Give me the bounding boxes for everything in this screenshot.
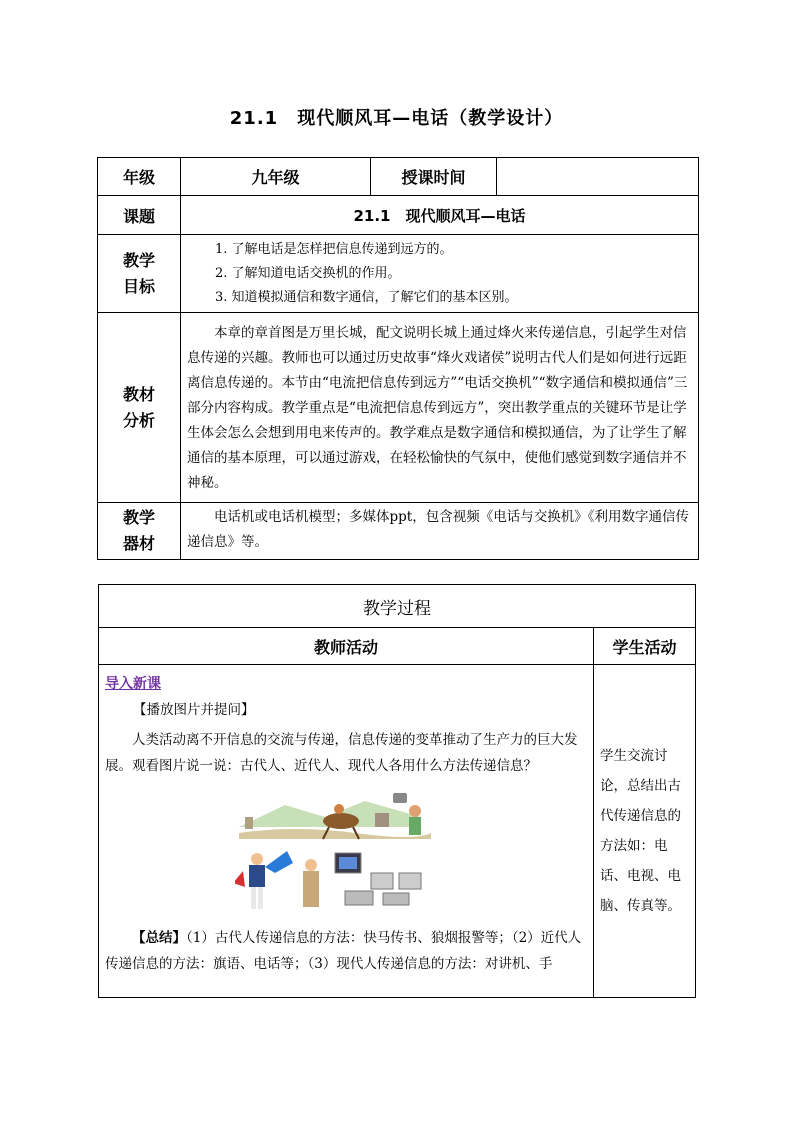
question-text: 人类活动离不开信息的交流与传递，信息传递的变革推动了生产力的巨大发展。观看图片说一说：古代人、近代人、现代人各用什么方法传递信息？ bbox=[105, 732, 578, 774]
time-value bbox=[497, 158, 699, 196]
goal-item: 1. 了解电话是怎样把信息传递到远方的。 bbox=[215, 241, 453, 257]
kneeling-man bbox=[375, 813, 389, 827]
analysis-label-cell bbox=[98, 313, 181, 503]
sailor-head bbox=[251, 853, 263, 865]
grade-value: 九年级 bbox=[181, 158, 371, 196]
intro-heading: 导入新课 bbox=[105, 676, 161, 692]
phone-man-head bbox=[305, 859, 317, 871]
signal-flag-red bbox=[235, 871, 245, 887]
process-header: 教学过程 bbox=[99, 585, 696, 628]
analysis-text: 本章的章首图是万里长城，配文说明长城上通过烽火来传递信息，引起学生对信息传递的兴趣。教师也可以通过历史故事“烽火戏诸侯”说明古代人们是如何进行远距离信息传递的。本节由“电流把信息传到远方”“电话交换机”“数字通信和模拟通信”三部分内容构成。教学重点是“电流把信息传到远方”，突出教学重点的关键环节是让学生体会怎么会想到用电来传声的。教学难点是数字通信和模拟通信，为了让学生了解通信的基本原理，可以通过游戏，在轻松愉快的气氛中，使他们感觉到数字通信并不神秘。 bbox=[187, 325, 688, 491]
summary-label: 【总结】 bbox=[132, 930, 186, 946]
goal-item: 2. 了解知道电话交换机的作用。 bbox=[215, 265, 401, 281]
goals-label: 教学目标 bbox=[122, 250, 155, 296]
grade-label: 年级 bbox=[98, 158, 181, 196]
lesson-label: 课题 bbox=[98, 196, 181, 235]
teacher-activity-cell bbox=[99, 665, 594, 998]
student-activity-cell bbox=[594, 665, 696, 998]
time-label: 授课时间 bbox=[371, 158, 497, 196]
teacher-col-header: 教师活动 bbox=[99, 628, 594, 665]
page-title: 21.1 现代顺风耳—电话（教学设计） bbox=[229, 108, 564, 129]
analysis-cell bbox=[181, 313, 699, 503]
goal-item: 3. 知道模拟通信和数字通信，了解它们的基本区别。 bbox=[215, 289, 518, 305]
person-head bbox=[409, 805, 421, 817]
person-body bbox=[409, 817, 421, 835]
materials-text: 电话机或电话机模型；多媒体ppt，包含视频《电话与交换机》《利用数字通信传递信息》等。 bbox=[187, 509, 689, 550]
computer-5 bbox=[383, 893, 409, 905]
computer-2 bbox=[371, 873, 393, 889]
lesson-value: 21.1 现代顺风耳—电话 bbox=[181, 196, 699, 235]
student-col-header: 学生活动 bbox=[594, 628, 696, 665]
signal-flag-blue bbox=[265, 851, 293, 873]
lesson-info-table bbox=[97, 157, 699, 560]
goals-label-cell bbox=[98, 235, 181, 313]
teaching-process-table bbox=[98, 584, 696, 998]
materials-label: 教学器材 bbox=[122, 508, 155, 553]
student-text: 学生交流讨论，总结出古代传递信息的方法如：电话、电视、电脑、传真等。 bbox=[600, 748, 681, 914]
step-label: 【播放图片并提问】 bbox=[133, 702, 255, 718]
goals-cell bbox=[181, 235, 699, 313]
materials-cell bbox=[181, 503, 699, 560]
computer-4 bbox=[345, 891, 373, 905]
sailor-body bbox=[249, 865, 265, 887]
rider bbox=[334, 804, 344, 814]
horse bbox=[323, 813, 359, 829]
communication-history-image bbox=[235, 787, 435, 915]
watchtower bbox=[245, 817, 253, 829]
summary-body: （1）古代人传递信息的方法：快马传书、狼烟报警等；（2）近代人传递信息的方法：旗语、电话等；（3）现代人传递信息的方法：对讲机、手 bbox=[105, 930, 582, 972]
ground bbox=[239, 829, 431, 839]
phone-man-body bbox=[303, 871, 319, 907]
materials-label-cell bbox=[98, 503, 181, 560]
old-telephone bbox=[393, 793, 407, 803]
analysis-label: 教材分析 bbox=[122, 384, 155, 430]
computer-3 bbox=[399, 873, 421, 889]
summary-text bbox=[99, 925, 593, 977]
